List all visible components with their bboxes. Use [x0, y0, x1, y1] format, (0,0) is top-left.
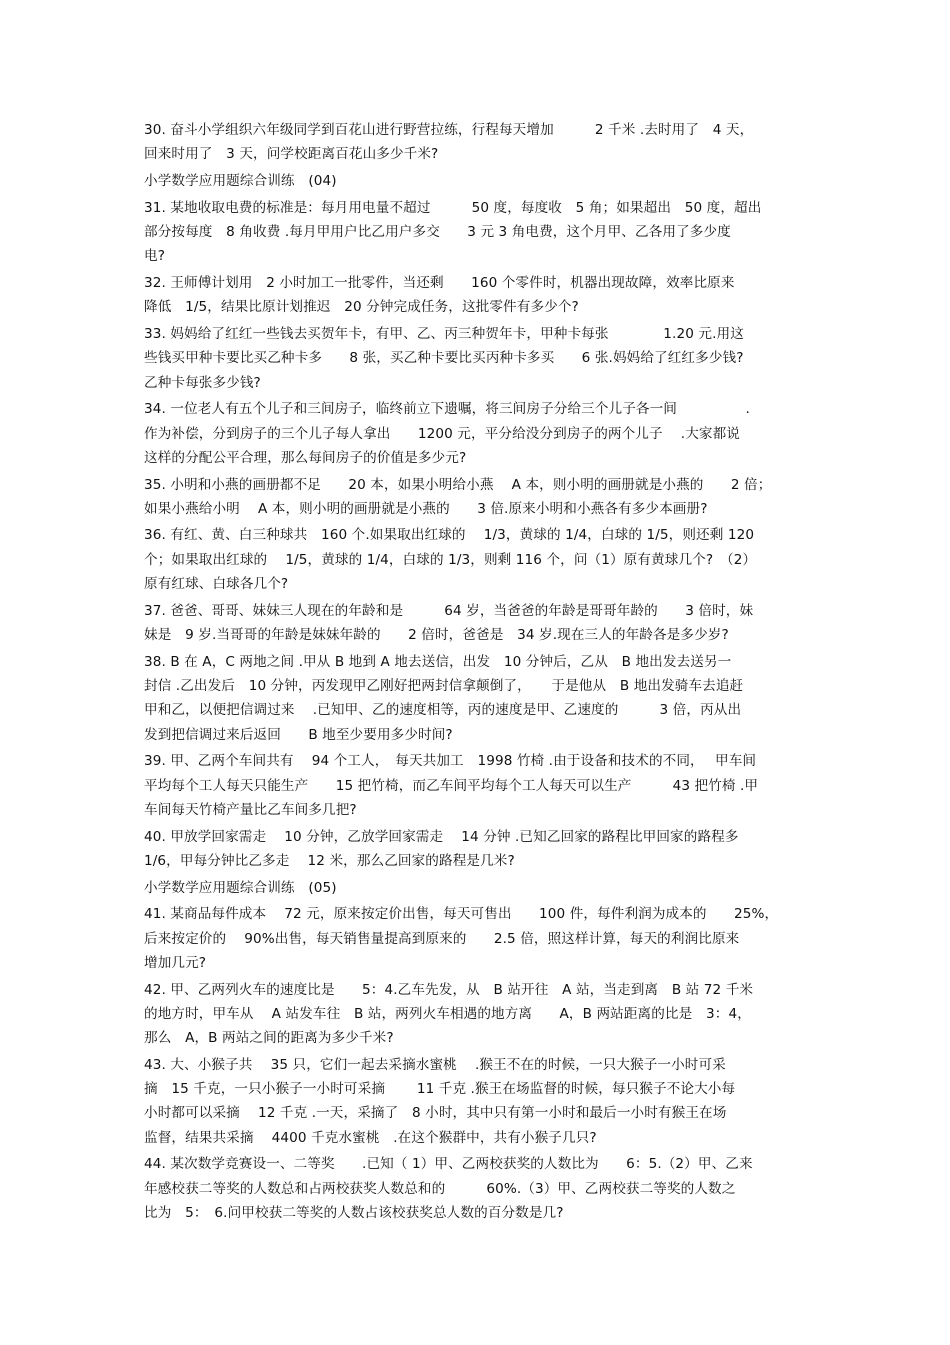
text-block [144, 322, 816, 395]
text-line: 40. 甲放学回家需走 10 分钟，乙放学回家需走 14 分钟 .已知乙回家的路程比甲回家的路程多 [144, 828, 739, 845]
text-block [144, 876, 816, 900]
text-line: 发到把信调过来后返回 B 地至少要用多少时间? [144, 726, 453, 743]
text-line: 30. 奋斗小学组织六年级同学到百花山进行野营拉练，行程每天增加 2 千米 .去时用了 4 天， [144, 122, 754, 138]
text-line: 些钱买甲种卡要比买乙种卡多 8 张，买乙种卡要比买丙种卡多买 6 张.妈妈给了红红多少钱? [144, 350, 744, 367]
text-line: 31. 某地收取电费的标准是：每月用电量不超过 50 度，每度收 5 角；如果超出 50 度，超出 [144, 199, 762, 216]
text-line: 这样的分配公平合理，那么每间房子的价值是多少元? [144, 449, 467, 466]
text-line: 38. B 在 A，C 两地之间 .甲从 B 地到 A 地去送信，出发 10 分钟后，乙从 B 地出发去送另一 [144, 653, 732, 670]
text-line: 那么 A，B 两站之间的距离为多少千米? [144, 1030, 394, 1047]
text-block [144, 169, 816, 193]
text-line: 后来按定价的 90%出售，每天销售量提高到原来的 2.5 倍，照这样计算，每天的利润比原来 [144, 930, 740, 947]
text-line: 39. 甲、乙两个车间共有 94 个工人， 每天共加工 1998 竹椅 .由于设备和技术的不同， 甲车间 [144, 753, 757, 770]
text-line: 35. 小明和小燕的画册都不足 20 本，如果小明给小燕 A 本，则小明的画册就是小燕的 2 倍； [144, 476, 772, 493]
text-block [144, 271, 816, 320]
text-line: 43. 大、小猴子共 35 只，它们一起去采摘水蜜桃 .猴王不在的时候，一只大猴子一小时可采 [144, 1056, 726, 1073]
text-block [144, 1152, 816, 1225]
text-line: 回来时用了 3 天，问学校距离百花山多少千米? [144, 146, 439, 163]
text-line: 33. 妈妈给了红红一些钱去买贺年卡，有甲、乙、丙三种贺年卡，甲种卡每张 1.20 元.用这 [144, 325, 744, 342]
text-block [144, 1053, 816, 1150]
text-line: 摘 15 千克，一只小猴子一小时可采摘 11 千克 .猴王在场监督的时候，每只猴子不论大小每 [144, 1081, 736, 1098]
text-line: 小学数学应用题综合训练 (05) [144, 879, 337, 896]
text-line: 44. 某次数学竞赛设一、二等奖 .已知（ 1）甲、乙两校获奖的人数比为 6：5.（2）甲、乙来 [144, 1156, 753, 1173]
text-line: 电? [144, 248, 166, 265]
text-line: 小时都可以采摘 12 千克 .一天，采摘了 8 小时，其中只有第一小时和最后一小时有猴王在场 [144, 1105, 727, 1122]
text-line: 41. 某商品每件成本 72 元，原来按定价出售，每天可售出 100 件，每件利润为成本的 25%， [144, 906, 779, 923]
text-line: 乙种卡每张多少钱? [144, 374, 261, 391]
text-line: 32. 王师傅计划用 2 小时加工一批零件，当还剩 160 个零件时，机器出现故障，效率比原来 [144, 274, 735, 291]
text-line: 妹是 9 岁.当哥哥的年龄是妹妹年龄的 2 倍时，爸爸是 34 岁.现在三人的年龄各是多少岁? [144, 627, 729, 644]
document-body [144, 118, 816, 1228]
text-line: 部分按每度 8 角收费 .每月甲用户比乙用户多交 3 元 3 角电费，这个月甲、乙各用了多少度 [144, 223, 731, 240]
text-line: 作为补偿，分到房子的三个儿子每人拿出 1200 元，平分给没分到房子的两个儿子 .大家都说 [144, 425, 741, 442]
text-block [144, 118, 816, 167]
text-line: 42. 甲、乙两列火车的速度比是 5：4.乙车先发，从 B 站开往 A 站，当走到离 B 站 72 千米 [144, 981, 754, 998]
text-block [144, 523, 816, 596]
text-line: 甲和乙，以便把信调过来 .已知甲、乙的速度相等，丙的速度是甲、乙速度的 3 倍，丙从出 [144, 702, 742, 719]
text-block [144, 196, 816, 269]
text-line: 如果小燕给小明 A 本，则小明的画册就是小燕的 3 倍.原来小明和小燕各有多少本画册? [144, 500, 708, 517]
text-line: 34. 一位老人有五个儿子和三间房子，临终前立下遗嘱，将三间房子分给三个儿子各一间 . [144, 401, 750, 418]
block-spacer [144, 1225, 816, 1227]
text-block [144, 473, 816, 522]
text-block [144, 397, 816, 470]
text-block [144, 978, 816, 1051]
text-block [144, 650, 816, 747]
text-line: 监督，结果共采摘 4400 千克水蜜桃 .在这个猴群中，共有小猴子几只? [144, 1129, 597, 1146]
text-line: 个；如果取出红球的 1/5，黄球的 1/4，白球的 1/3，则剩 116 个，问（1）原有黄球几个? （2） [144, 551, 757, 568]
text-block [144, 902, 816, 975]
text-line: 36. 有红、黄、白三种球共 160 个.如果取出红球的 1/3，黄球的 1/4，白球的 1/5，则还剩 120 [144, 527, 755, 544]
text-line: 平均每个工人每天只能生产 15 把竹椅，而乙车间平均每个工人每天可以生产 43 把竹椅 .甲 [144, 777, 759, 794]
text-line: 封信 .乙出发后 10 分钟，丙发现甲乙刚好把两封信拿颠倒了， 于是他从 B 地出发骑车去追赶 [144, 678, 744, 695]
text-line: 原有红球、白球各几个? [144, 576, 289, 593]
text-line: 年感校获二等奖的人数总和占两校获奖人数总和的 60%.（3）甲、乙两校获二等奖的人数之 [144, 1180, 736, 1197]
text-line: 37. 爸爸、哥哥、妹妹三人现在的年龄和是 64 岁，当爸爸的年龄是哥哥年龄的 3 倍时，妹 [144, 602, 754, 619]
text-line: 比为 5： 6.问甲校获二等奖的人数占该校获奖总人数的百分数是几? [144, 1205, 564, 1222]
text-block [144, 599, 816, 648]
text-line: 降低 1/5，结果比原计划推迟 20 分钟完成任务，这批零件有多少个? [144, 299, 579, 316]
text-line: 车间每天竹椅产量比乙车间多几把? [144, 801, 357, 818]
text-line: 的地方时，甲车从 A 站发车往 B 站，两列火车相遇的地方离 A，B 两站距离的比是 3：4， [144, 1005, 751, 1022]
text-block [144, 749, 816, 822]
text-block [144, 825, 816, 874]
text-line: 1/6，甲每分钟比乙多走 12 米，那么乙回家的路程是几米? [144, 852, 515, 869]
text-line: 小学数学应用题综合训练 (04) [144, 172, 337, 189]
text-line: 增加几元? [144, 954, 207, 971]
